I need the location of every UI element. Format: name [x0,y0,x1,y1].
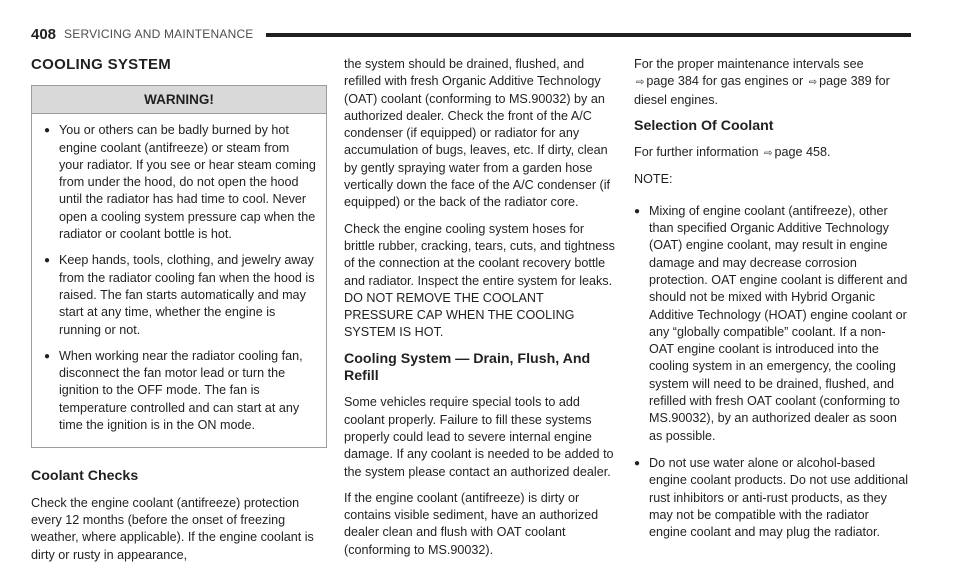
header-rule [266,33,911,37]
paragraph: Some vehicles require special tools to add coolant properly. Failure to fill these systems properly could lead to severe internal engine damage. If any coolant is needed to be added to the system please contact an authorized dealer. [344,395,614,479]
warning-item-text: Keep hands, tools, clothing, and jewelry away from the radiator cooling fan when the hood is raised. The fan starts automatically and may start at any time, whether the engine is running or not. [59,253,315,337]
intervals-intro: For the proper maintenance intervals see [634,57,864,71]
warning-box [31,85,327,448]
page-link[interactable]: page 389 [819,74,872,89]
warning-item [44,252,316,338]
warning-item [44,122,316,243]
warning-list [32,114,326,447]
note-item [634,203,910,445]
paragraph: the system should be drained, flushed, and refilled with fresh Organic Additive Technology (OAT) coolant (conforming to MS.90032) by an authorized dealer. Check the front of the A/C condenser (if equipped) or radiator for any accumulation of bugs, leaves, etc. If dirty, clean by gently spraying water from a garden hose vertically down the face of the A/C condenser (if equipped) or the back of the radiator core. [344,57,611,210]
warning-item-text: You or others can be badly burned by hot engine coolant (antifreeze) or steam from your radiator. If you see or hear steam coming from under the hood, do not open the hood until the radiator has had time to cool. Never open a cooling system pressure cap when the radiator or coolant bottle is hot. [59,123,316,242]
bullet-icon: ● [44,255,51,267]
intervals-paragraph [634,56,910,109]
arrow-right-icon: ⇨ [764,148,773,160]
coolant-checks-title: Coolant Checks [31,468,139,485]
intervals-mid: for gas engines or [702,74,804,89]
page-link[interactable]: page 384 [646,74,699,89]
paragraph: If the engine coolant (antifreeze) is dirty or contains visible sediment, have an authorized dealer clean and flush with OAT coolant (conforming to MS.90032). [344,490,599,557]
right-column [634,56,910,551]
warning-item [44,348,316,434]
bullet-icon: ● [634,205,641,217]
page-header [31,24,911,44]
middle-column [344,56,616,568]
bullet-icon: ● [44,125,51,137]
section-title: COOLING SYSTEM [31,56,172,73]
running-title: SERVICING AND MAINTENANCE [64,27,254,41]
arrow-right-icon: ⇨ [808,77,818,89]
further-info-text: For further information [634,145,759,160]
bullet-icon: ● [634,457,641,469]
drain-flush-title: Cooling System — Drain, Flush, And Refill [344,350,591,385]
note-item-text: Do not use water alone or alcohol-based engine coolant products. Do not use additional rust inhibitors or anti-rust products, as they may not be compatible with the radiator engine coolant and may plug the radiator. [649,455,909,540]
paragraph: Check the engine cooling system hoses for brittle rubber, cracking, tears, cuts, and tightness of the connection at the coolant recovery bottle and radiator. Inspect the entire system for leaks. DO NOT REMOVE THE COOLANT PRESSURE CAP WHEN THE COOLING SYSTEM IS HOT. [344,221,615,340]
page-number: 408 [31,25,57,43]
note-item-text: Mixing of engine coolant (antifreeze), other than specified Organic Additive Technology (OAT) engine coolant, may result in engine damage and may decrease corrosion protection. OAT engine coolant is different and should not be mixed with Hybrid Organic Additive Technology (HOAT) engine coolant or any “globally compatible” coolant. If a non-OAT engine coolant is introduced into the cooling system in an emergency, the cooling system will need to be drained, flushed, and refilled with fresh OAT coolant (conforming to MS.90032), by an authorized dealer as soon as possible. [649,203,908,443]
coolant-checks-text: Check the engine coolant (antifreeze) protection every 12 months (before the onset of freezing weather, where applicable). If the engine coolant is dirty or rusty in appearance, [31,495,314,562]
warning-title: WARNING! [32,86,326,114]
note-label: NOTE: [634,172,673,187]
bullet-icon: ● [44,350,51,362]
selection-title: Selection Of Coolant [634,117,774,134]
arrow-right-icon: ⇨ [636,77,645,89]
intervals-end: for diesel engines. [634,74,890,107]
left-column [31,56,327,573]
page-link[interactable]: page 458. [774,145,831,160]
note-item [634,455,910,541]
further-info-paragraph [634,144,910,162]
warning-item-text: When working near the radiator cooling fan, disconnect the fan motor lead or turn the ignition to the OFF mode. The fan is temperature controlled and can start at any time the ignition is in the ON mode. [59,348,303,433]
